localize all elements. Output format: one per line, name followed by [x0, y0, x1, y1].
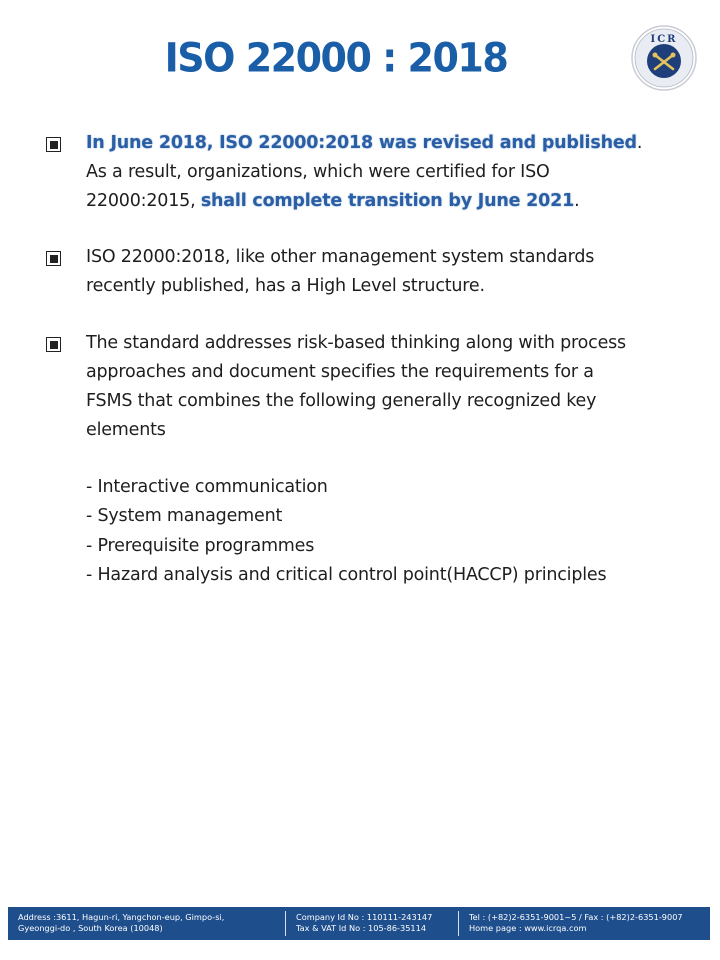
paragraph-transition: In June 2018, ISO 22000:2018 was revised and published. As a result, organizations, which were certified for ISO 22000:2015, shall complete transition by June 2021. — [86, 133, 643, 211]
paragraph-structure: ISO 22000:2018, like other management system standards recently published, has a High Level structure. — [86, 247, 595, 296]
footer-contact: Tel : (+82)2-6351-9001~5 / Fax : (+82)2-6351-9007 Home page : www.icrqa.com — [459, 907, 710, 940]
icr-logo — [631, 25, 697, 91]
bullet-icon — [46, 337, 61, 352]
list-item: - Interactive communication — [86, 477, 328, 497]
bullet-icon — [46, 251, 61, 266]
list-item: - Prerequisite programmes — [86, 535, 315, 556]
homepage-link[interactable]: Home page : www.icrqa.com — [469, 923, 587, 933]
page-title: ISO 22000 : 2018 — [164, 34, 508, 82]
paragraph-risk-based: The standard addresses risk-based thinking along with process approaches and document specifies the requirements for a FSMS that combines the following generally recognized key elements — [86, 333, 626, 440]
highlight-deadline: shall complete transition by June 2021 — [200, 191, 575, 211]
bullet-icon — [46, 137, 61, 152]
footer-bar — [8, 907, 710, 940]
logo-text: ICR — [650, 34, 678, 45]
key-elements-list — [86, 473, 686, 590]
footer-address: Address :3611, Hagun-ri, Yangchon-eup, Gimpo-si, Gyeonggi-do , South Korea (10048) — [18, 912, 225, 933]
list-item: - Hazard analysis and critical control point(HACCP) principles — [86, 564, 607, 585]
footer-company-ids: Company Id No : 110111-243147 Tax & VAT Id No : 105-86-35114 — [296, 912, 433, 933]
highlight-revision: In June 2018, ISO 22000:2018 was revised and published — [86, 133, 637, 153]
list-item: - System management — [86, 506, 283, 527]
